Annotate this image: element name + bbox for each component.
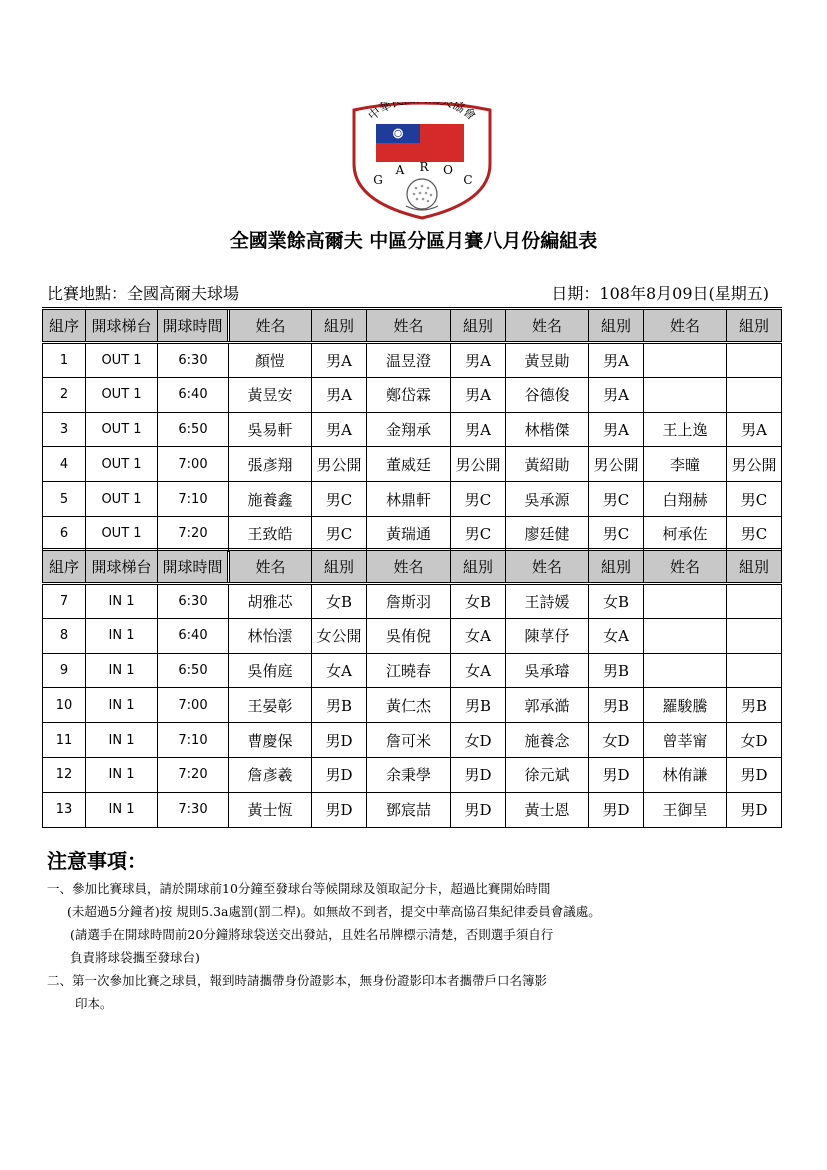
table-cell: 黃昱勛 [506, 343, 589, 378]
table-cell: OUT 1 [86, 516, 158, 551]
table-cell: OUT 1 [86, 447, 158, 482]
table-cell: 男A [589, 412, 644, 447]
table-row [43, 653, 782, 688]
column-header: 組別 [312, 309, 367, 343]
table-cell: 吳侑倪 [367, 618, 451, 653]
table-cell: OUT 1 [86, 377, 158, 412]
column-header: 姓名 [229, 550, 312, 584]
table-cell: 詹可米 [367, 723, 451, 758]
table-cell: 王詩媛 [506, 584, 589, 619]
table-cell: 男A [589, 343, 644, 378]
table-cell: 白翔赫 [644, 482, 727, 517]
table-cell: IN 1 [86, 757, 158, 792]
column-header: 組別 [589, 309, 644, 343]
table-cell: 温昱澄 [367, 343, 451, 378]
table-cell: 男D [312, 723, 367, 758]
column-header: 組別 [727, 550, 782, 584]
table-row [43, 377, 782, 412]
table-cell: 曾莘甯 [644, 723, 727, 758]
table-cell: 男C [727, 516, 782, 551]
table-cell: 10 [43, 688, 86, 723]
table-cell: 余秉學 [367, 757, 451, 792]
table-cell: 廖廷健 [506, 516, 589, 551]
table-row [43, 482, 782, 517]
table-cell: IN 1 [86, 688, 158, 723]
note-line: 印本。 [75, 996, 113, 1011]
table-cell: OUT 1 [86, 412, 158, 447]
table-cell [727, 377, 782, 412]
column-header: 姓名 [506, 309, 589, 343]
table-cell: 徐元斌 [506, 757, 589, 792]
table-cell: IN 1 [86, 653, 158, 688]
table-row [43, 447, 782, 482]
table-cell: 羅駿騰 [644, 688, 727, 723]
table-cell [644, 584, 727, 619]
table-cell: 王上逸 [644, 412, 727, 447]
note-line: 負責將球袋攜至發球台) [70, 950, 200, 965]
table-cell: 金翔承 [367, 412, 451, 447]
date-label: 日期：108年8月09日(星期五) [551, 284, 769, 303]
table-cell: 男A [727, 412, 782, 447]
table-row [43, 618, 782, 653]
note-line: (請選手在開球時間前20分鐘將球袋送交出發站，且姓名吊牌標示清楚，否則選手須自行 [70, 927, 554, 942]
table-cell: 男C [312, 482, 367, 517]
table-cell: 黃士恩 [506, 792, 589, 827]
column-header: 組別 [312, 550, 367, 584]
table-cell: 女A [589, 618, 644, 653]
table-cell: OUT 1 [86, 482, 158, 517]
table-cell: 顏愷 [229, 343, 312, 378]
table-cell: 男A [451, 377, 506, 412]
table-cell: 男D [727, 792, 782, 827]
table-cell: 男A [589, 377, 644, 412]
table-cell: 女公開 [312, 618, 367, 653]
table-cell: 男C [589, 482, 644, 517]
table-cell: 施養鑫 [229, 482, 312, 517]
table-cell: 王御呈 [644, 792, 727, 827]
table-cell: 黃昱安 [229, 377, 312, 412]
table-cell: 詹斯羽 [367, 584, 451, 619]
table-cell: 黃紹勛 [506, 447, 589, 482]
table-cell: 黃瑞通 [367, 516, 451, 551]
table-cell: 9 [43, 653, 86, 688]
table-cell: 7:10 [158, 723, 229, 758]
table-cell: 7:20 [158, 516, 229, 551]
table-cell: 8 [43, 618, 86, 653]
table-cell: 女B [589, 584, 644, 619]
table-cell: 男D [589, 792, 644, 827]
table-cell: 男C [589, 516, 644, 551]
table-cell: 谷德俊 [506, 377, 589, 412]
note-line: (未超過5分鐘者)按 規則5.3a處罰(罰二桿)。如無故不到者，提交中華高協召集紀律委員會議處。 [67, 904, 601, 919]
table-cell: 董威廷 [367, 447, 451, 482]
table-cell: 4 [43, 447, 86, 482]
table-cell: 男A [451, 412, 506, 447]
table-cell: 7:00 [158, 688, 229, 723]
table-cell: 1 [43, 343, 86, 378]
table-cell: 女B [312, 584, 367, 619]
table-cell: 男公開 [727, 447, 782, 482]
table-cell: 張彥翔 [229, 447, 312, 482]
table-header-row [43, 550, 782, 584]
table-cell: 男C [727, 482, 782, 517]
table-cell: 2 [43, 377, 86, 412]
column-header: 組別 [589, 550, 644, 584]
table-cell: 男B [589, 653, 644, 688]
table-cell: 男D [451, 792, 506, 827]
table-cell: 7:10 [158, 482, 229, 517]
table-cell: 江曉春 [367, 653, 451, 688]
table-cell: 林怡澐 [229, 618, 312, 653]
table-cell: 女A [451, 653, 506, 688]
table-cell: 6:50 [158, 653, 229, 688]
table-cell: 詹彥羲 [229, 757, 312, 792]
logo-letter-c: C [463, 173, 473, 187]
table-cell: 吳承璿 [506, 653, 589, 688]
table-cell: 13 [43, 792, 86, 827]
table-row [43, 757, 782, 792]
table-row [43, 343, 782, 378]
column-header: 姓名 [367, 309, 451, 343]
table-cell: 男C [312, 516, 367, 551]
table-cell [644, 343, 727, 378]
column-header: 姓名 [229, 309, 312, 343]
table-cell: 林鼎軒 [367, 482, 451, 517]
table-cell: 7:00 [158, 447, 229, 482]
table-cell: 黃士恆 [229, 792, 312, 827]
table-cell [727, 343, 782, 378]
table-cell [727, 653, 782, 688]
table-cell: 黃仁杰 [367, 688, 451, 723]
table-cell: 李曈 [644, 447, 727, 482]
table-cell: 胡雅芯 [229, 584, 312, 619]
table-cell: 7:30 [158, 792, 229, 827]
table-cell: 5 [43, 482, 86, 517]
table-cell: 男A [312, 343, 367, 378]
out-groups-body [43, 309, 782, 552]
table-cell: 男D [312, 792, 367, 827]
in-groups-body [43, 550, 782, 828]
table-cell: 鄧宸喆 [367, 792, 451, 827]
note-line: 一、參加比賽球員，請於開球前10分鐘至發球台等候開球及領取記分卡，超過比賽開始時間 [47, 881, 551, 896]
table-cell: 男B [589, 688, 644, 723]
table-cell: IN 1 [86, 792, 158, 827]
logo-arc-text: 中華 協會 [365, 102, 479, 123]
table-row [43, 792, 782, 827]
table-cell: 3 [43, 412, 86, 447]
column-header: 姓名 [506, 550, 589, 584]
column-header: 姓名 [644, 550, 727, 584]
table-cell: 女A [451, 618, 506, 653]
table-cell: 林侑謙 [644, 757, 727, 792]
table-cell: 吳易軒 [229, 412, 312, 447]
table-cell: 女D [589, 723, 644, 758]
out-groups-table [42, 307, 782, 552]
table-cell: 男A [312, 412, 367, 447]
table-cell [727, 584, 782, 619]
table-cell: IN 1 [86, 584, 158, 619]
table-cell: 6:30 [158, 584, 229, 619]
table-cell: 鄭岱霖 [367, 377, 451, 412]
in-groups-table [42, 548, 782, 828]
table-cell: 郭承澔 [506, 688, 589, 723]
table-cell: 曹慶保 [229, 723, 312, 758]
table-cell: 男C [451, 516, 506, 551]
venue-label: 比賽地點：全國高爾夫球場 [47, 284, 240, 303]
table-cell: 12 [43, 757, 86, 792]
notes-title: 注意事項： [47, 849, 147, 873]
logo-letter-g: G [373, 173, 383, 187]
table-cell: 女D [727, 723, 782, 758]
table-cell: 男C [451, 482, 506, 517]
column-header: 組序 [43, 309, 86, 343]
table-row [43, 412, 782, 447]
column-header: 組別 [451, 309, 506, 343]
garoc-logo [348, 102, 496, 220]
table-cell [644, 377, 727, 412]
page-title: 全國業餘高爾夫 中區分區月賽八月份編組表 [229, 230, 598, 252]
table-row [43, 723, 782, 758]
table-cell: 林楷傑 [506, 412, 589, 447]
table-cell: 王晏彰 [229, 688, 312, 723]
table-cell: 陳莩伃 [506, 618, 589, 653]
table-row [43, 584, 782, 619]
column-header: 開球梯台 [86, 550, 158, 584]
table-cell: 男D [589, 757, 644, 792]
table-cell: IN 1 [86, 618, 158, 653]
table-cell: 7:20 [158, 757, 229, 792]
table-cell: 女B [451, 584, 506, 619]
logo-letter-o: O [443, 163, 453, 177]
table-cell: 吳侑庭 [229, 653, 312, 688]
table-row [43, 516, 782, 551]
table-cell: 男A [451, 343, 506, 378]
table-cell: 吳承源 [506, 482, 589, 517]
column-header: 組別 [451, 550, 506, 584]
table-cell: 施養念 [506, 723, 589, 758]
column-header: 開球時間 [158, 550, 229, 584]
table-cell: OUT 1 [86, 343, 158, 378]
table-cell: 11 [43, 723, 86, 758]
column-header: 開球時間 [158, 309, 229, 343]
table-cell: 柯承佐 [644, 516, 727, 551]
table-cell: 女D [451, 723, 506, 758]
table-cell [644, 618, 727, 653]
table-cell: 男公開 [312, 447, 367, 482]
table-cell: IN 1 [86, 723, 158, 758]
table-row [43, 688, 782, 723]
column-header: 組別 [727, 309, 782, 343]
table-cell: 男B [727, 688, 782, 723]
table-cell: 男D [451, 757, 506, 792]
table-header-row [43, 309, 782, 343]
table-cell: 男B [451, 688, 506, 723]
logo-letter-a: A [395, 163, 405, 177]
table-cell: 男A [312, 377, 367, 412]
table-cell: 男公開 [589, 447, 644, 482]
column-header: 開球梯台 [86, 309, 158, 343]
table-cell: 男公開 [451, 447, 506, 482]
table-cell: 7 [43, 584, 86, 619]
table-cell: 6 [43, 516, 86, 551]
table-cell: 女A [312, 653, 367, 688]
logo-letter-r: R [419, 160, 429, 174]
table-cell: 6:50 [158, 412, 229, 447]
note-line: 二、第一次參加比賽之球員，報到時請攜帶身份證影本，無身份證影印本者攜帶戶口名簿影 [47, 973, 548, 988]
column-header: 組序 [43, 550, 86, 584]
table-cell: 男D [727, 757, 782, 792]
table-cell: 6:40 [158, 377, 229, 412]
column-header: 姓名 [644, 309, 727, 343]
table-cell: 6:40 [158, 618, 229, 653]
table-cell: 男D [312, 757, 367, 792]
column-header: 姓名 [367, 550, 451, 584]
table-cell: 王致皓 [229, 516, 312, 551]
table-cell [727, 618, 782, 653]
table-cell [644, 653, 727, 688]
table-cell: 6:30 [158, 343, 229, 378]
table-cell: 男B [312, 688, 367, 723]
